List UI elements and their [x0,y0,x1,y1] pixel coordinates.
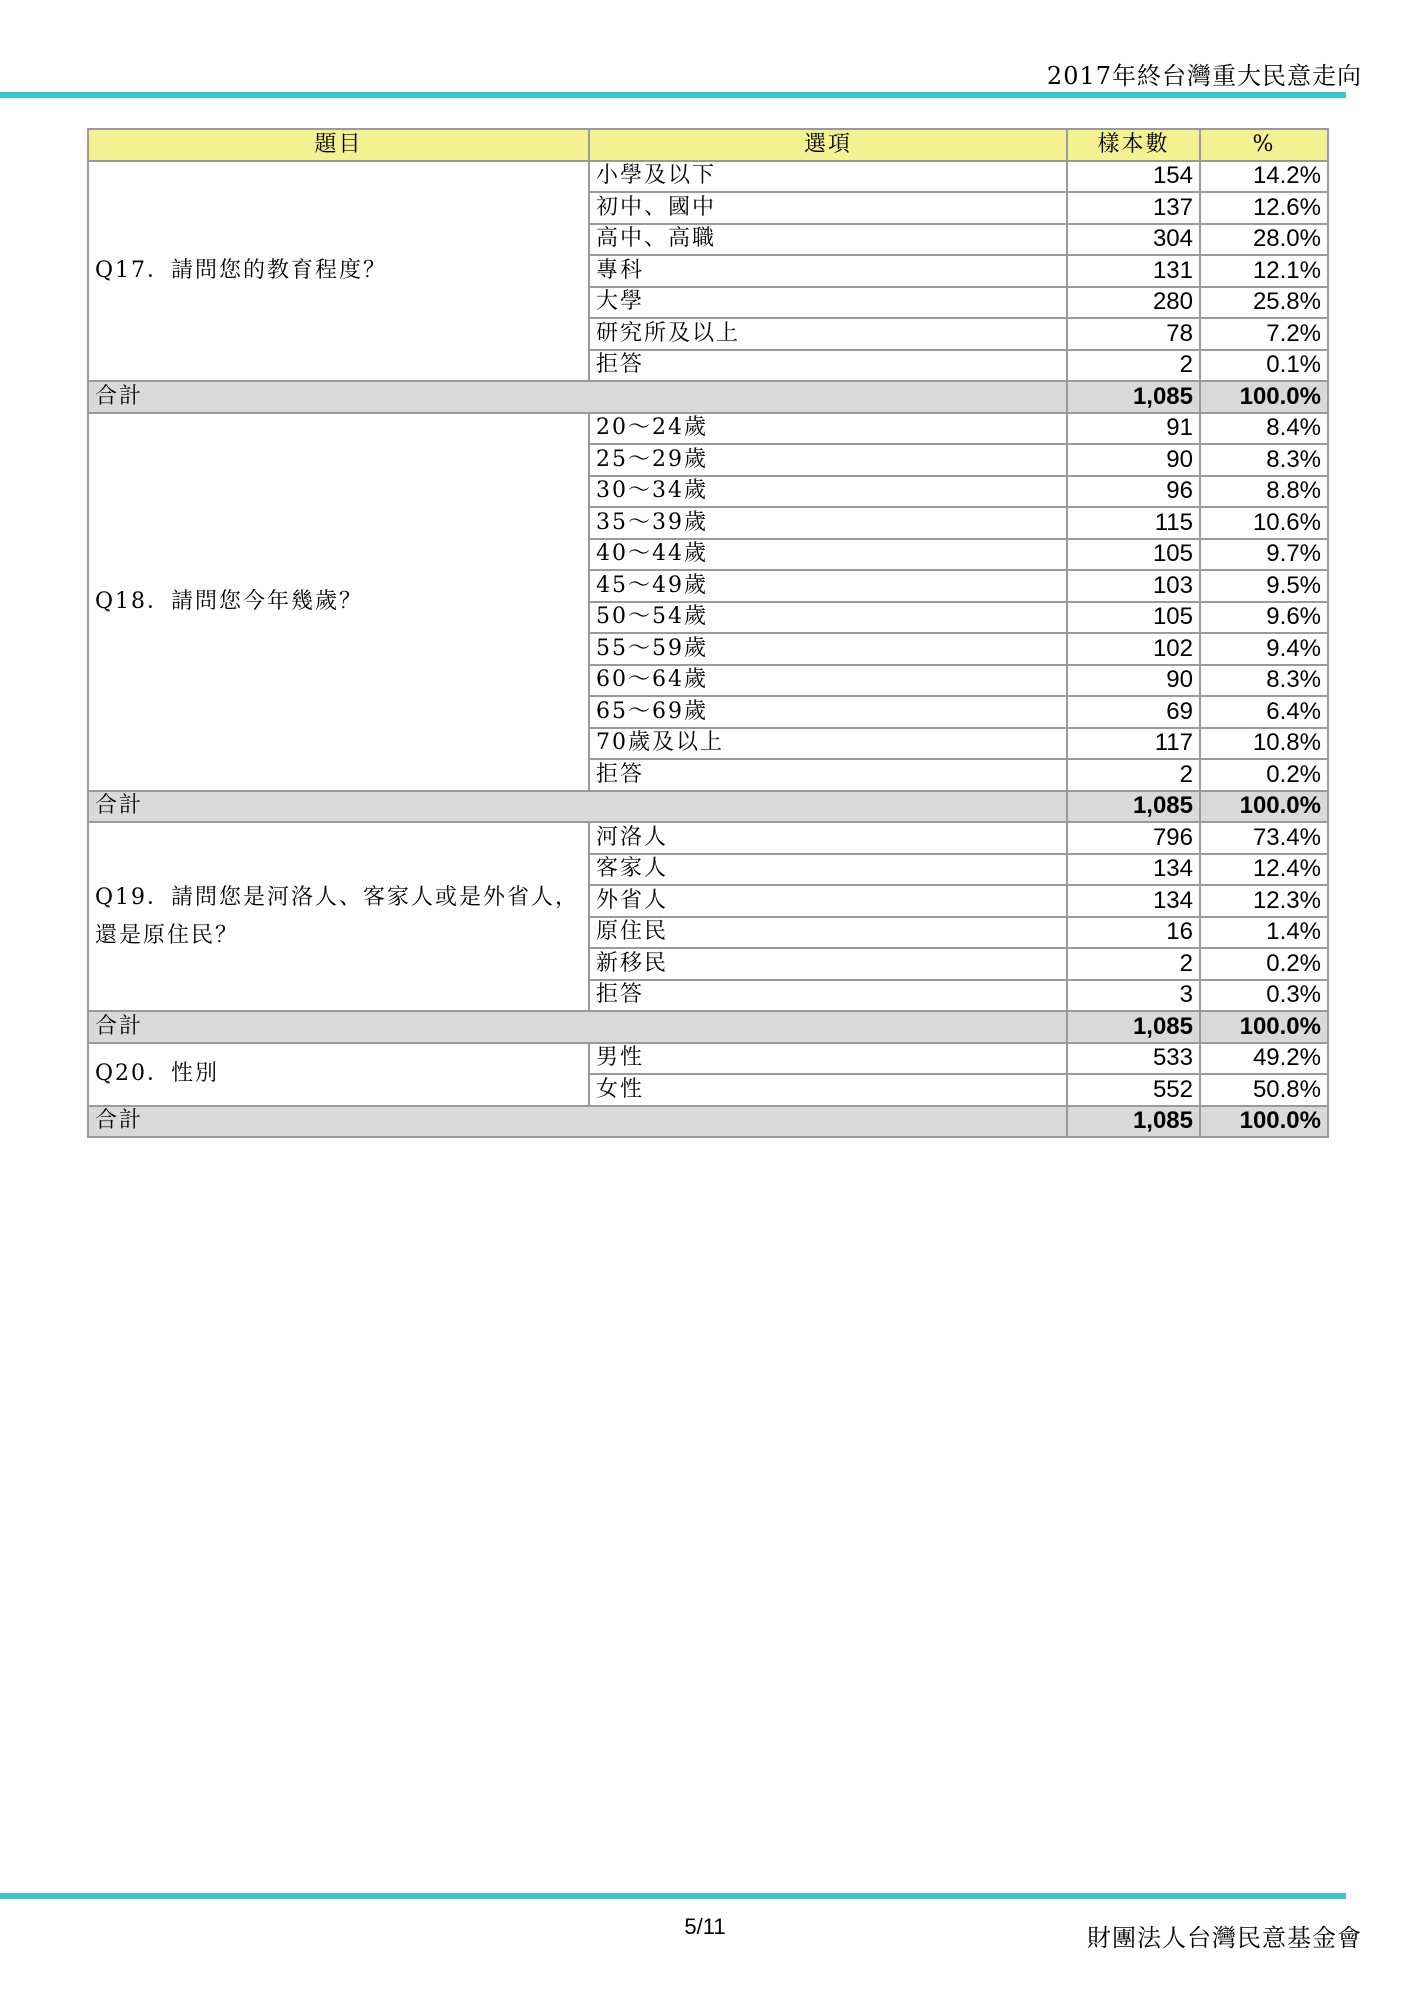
percent-cell: 10.8% [1200,728,1328,760]
option-cell: 初中、國中 [589,192,1067,224]
percent-cell: 8.8% [1200,476,1328,508]
sample-count-cell: 533 [1067,1043,1200,1075]
percent-cell: 73.4% [1200,822,1328,854]
option-cell: 大學 [589,287,1067,319]
total-row [88,381,1328,413]
total-sample-count: 1,085 [1067,1106,1200,1138]
sample-count-cell: 103 [1067,570,1200,602]
percent-cell: 28.0% [1200,224,1328,256]
option-cell: 35～39歲 [589,507,1067,539]
percent-cell: 14.2% [1200,161,1328,193]
sample-count-cell: 90 [1067,665,1200,697]
sample-count-cell: 117 [1067,728,1200,760]
sample-count-cell: 105 [1067,539,1200,571]
footer-rule [0,1893,1346,1899]
percent-cell: 12.4% [1200,854,1328,886]
option-cell: 原住民 [589,917,1067,949]
document-title: 2017年終台灣重大民意走向 [1046,62,1362,90]
percent-cell: 25.8% [1200,287,1328,319]
percent-cell: 8.4% [1200,413,1328,445]
total-percent: 100.0% [1200,381,1328,413]
option-cell: 拒答 [589,350,1067,382]
percent-cell: 7.2% [1200,318,1328,350]
organization-name: 財團法人台灣民意基金會 [1087,1924,1362,1952]
question-cell: Q17．請問您的教育程度？ [88,161,589,382]
total-percent: 100.0% [1200,1011,1328,1043]
option-cell: 河洛人 [589,822,1067,854]
option-cell: 70歲及以上 [589,728,1067,760]
option-cell: 20～24歲 [589,413,1067,445]
option-cell: 50～54歲 [589,602,1067,634]
table-row [88,1043,1328,1075]
percent-cell: 0.3% [1200,980,1328,1012]
total-percent: 100.0% [1200,791,1328,823]
percent-cell: 0.1% [1200,350,1328,382]
sample-count-cell: 2 [1067,948,1200,980]
question-cell: Q19．請問您是河洛人、客家人或是外省人，還是原住民？ [88,822,589,1011]
percent-cell: 50.8% [1200,1074,1328,1106]
option-cell: 研究所及以上 [589,318,1067,350]
sample-count-cell: 105 [1067,602,1200,634]
percent-cell: 12.1% [1200,255,1328,287]
sample-count-cell: 134 [1067,854,1200,886]
total-label: 合計 [88,1011,1067,1043]
option-cell: 65～69歲 [589,696,1067,728]
percent-cell: 9.7% [1200,539,1328,571]
option-cell: 拒答 [589,759,1067,791]
percent-cell: 8.3% [1200,444,1328,476]
option-cell: 45～49歲 [589,570,1067,602]
sample-count-cell: 102 [1067,633,1200,665]
option-cell: 60～64歲 [589,665,1067,697]
table-header-row [88,129,1328,161]
option-cell: 55～59歲 [589,633,1067,665]
percent-cell: 0.2% [1200,759,1328,791]
sample-count-cell: 304 [1067,224,1200,256]
total-row [88,1106,1328,1138]
column-header-percent: % [1200,129,1328,161]
column-header-sample-count: 樣本數 [1067,129,1200,161]
total-sample-count: 1,085 [1067,1011,1200,1043]
percent-cell: 12.6% [1200,192,1328,224]
percent-cell: 49.2% [1200,1043,1328,1075]
question-cell: Q20．性別 [88,1043,589,1106]
column-header-question: 題目 [88,129,589,161]
sample-count-cell: 90 [1067,444,1200,476]
percent-cell: 0.2% [1200,948,1328,980]
percent-cell: 6.4% [1200,696,1328,728]
sample-count-cell: 16 [1067,917,1200,949]
option-cell: 專科 [589,255,1067,287]
sample-count-cell: 137 [1067,192,1200,224]
table-row [88,822,1328,854]
sample-count-cell: 69 [1067,696,1200,728]
sample-count-cell: 131 [1067,255,1200,287]
header-rule [0,92,1346,98]
page-number: 5/11 [684,1914,726,1939]
total-row [88,1011,1328,1043]
sample-count-cell: 115 [1067,507,1200,539]
option-cell: 25～29歲 [589,444,1067,476]
option-cell: 客家人 [589,854,1067,886]
sample-count-cell: 3 [1067,980,1200,1012]
table-row [88,413,1328,445]
sample-count-cell: 91 [1067,413,1200,445]
percent-cell: 9.4% [1200,633,1328,665]
percent-cell: 9.5% [1200,570,1328,602]
sample-count-cell: 796 [1067,822,1200,854]
option-cell: 30～34歲 [589,476,1067,508]
total-sample-count: 1,085 [1067,381,1200,413]
table-body [88,161,1328,1138]
option-cell: 男性 [589,1043,1067,1075]
total-sample-count: 1,085 [1067,791,1200,823]
sample-count-cell: 154 [1067,161,1200,193]
total-label: 合計 [88,1106,1067,1138]
option-cell: 拒答 [589,980,1067,1012]
percent-cell: 8.3% [1200,665,1328,697]
sample-count-cell: 280 [1067,287,1200,319]
total-row [88,791,1328,823]
sample-count-cell: 2 [1067,759,1200,791]
column-header-option: 選項 [589,129,1067,161]
percent-cell: 12.3% [1200,885,1328,917]
question-cell: Q18．請問您今年幾歲？ [88,413,589,791]
total-label: 合計 [88,381,1067,413]
sample-count-cell: 552 [1067,1074,1200,1106]
option-cell: 外省人 [589,885,1067,917]
option-cell: 新移民 [589,948,1067,980]
table-row [88,161,1328,193]
total-label: 合計 [88,791,1067,823]
sample-count-cell: 2 [1067,350,1200,382]
option-cell: 小學及以下 [589,161,1067,193]
sample-count-cell: 134 [1067,885,1200,917]
percent-cell: 1.4% [1200,917,1328,949]
total-percent: 100.0% [1200,1106,1328,1138]
survey-results-table [87,128,1329,1138]
percent-cell: 9.6% [1200,602,1328,634]
sample-count-cell: 78 [1067,318,1200,350]
percent-cell: 10.6% [1200,507,1328,539]
option-cell: 女性 [589,1074,1067,1106]
sample-count-cell: 96 [1067,476,1200,508]
option-cell: 40～44歲 [589,539,1067,571]
option-cell: 高中、高職 [589,224,1067,256]
